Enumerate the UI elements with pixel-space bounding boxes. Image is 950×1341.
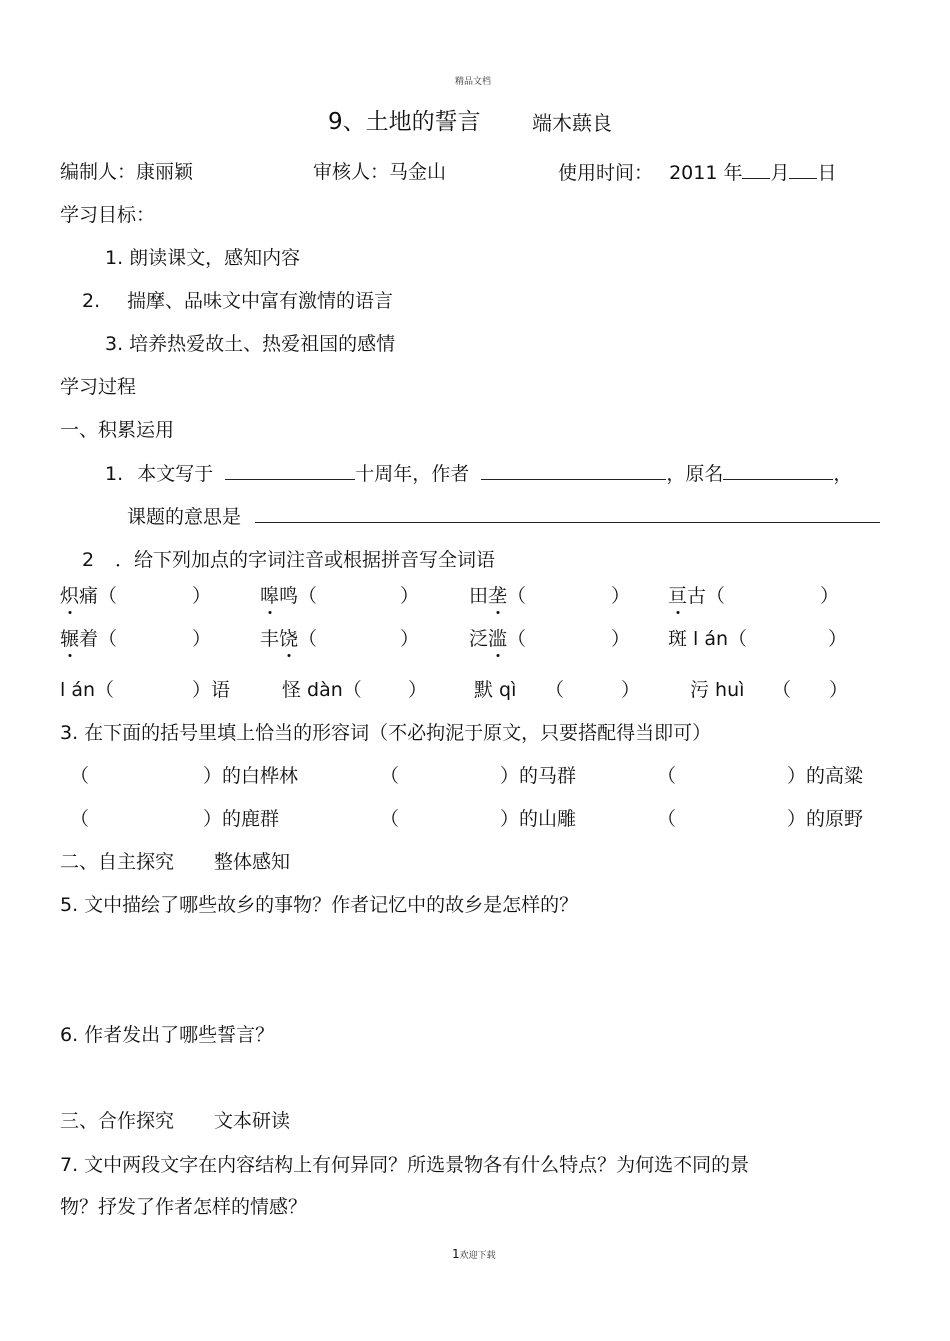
usage-time: [558, 160, 837, 185]
q2-item[interactable]: 炽痛（: [60, 585, 118, 607]
q3-open: （: [657, 765, 677, 787]
year: 2011 年: [669, 162, 743, 184]
editor: 编制人：康丽颖: [60, 161, 194, 183]
q3-open: （: [70, 765, 90, 787]
q2-close: ）: [611, 585, 631, 607]
q1-blank-year[interactable]: [225, 461, 355, 480]
q2-close: ）: [828, 628, 848, 650]
q2-item[interactable]: 亘古（: [668, 585, 726, 607]
q3-open: （: [657, 808, 677, 830]
q2-close: ）: [820, 585, 840, 607]
q2-close: ）: [400, 628, 420, 650]
q3-blank[interactable]: ）的白桦林: [203, 765, 299, 787]
q2-close: ）: [611, 628, 631, 650]
q3-open: （: [380, 765, 400, 787]
q1-blank-original-name[interactable]: [723, 461, 833, 480]
q2-item[interactable]: 嗥鸣（: [260, 585, 318, 607]
q2-close: ）语: [192, 679, 231, 701]
section2-heading: 二、自主探究: [60, 851, 175, 873]
header-tag: 精品文档: [455, 77, 492, 87]
q2-pinyin-item[interactable]: 污 huì: [690, 679, 745, 701]
dotted-char: 嗥: [260, 585, 280, 607]
q2-item[interactable]: 辗着（: [60, 628, 118, 650]
dotted-char: 亘: [668, 585, 688, 607]
section3-sub: 文本研读: [214, 1110, 291, 1132]
q1-blank-author[interactable]: [481, 461, 666, 480]
q2-num: 2: [82, 549, 95, 571]
q3-blank[interactable]: ）的马群: [500, 765, 577, 787]
reviewer: 审核人：马金山: [313, 161, 447, 183]
q1-text-e: 课题的意思是: [127, 506, 242, 528]
q7-line2: 物？抒发了作者怎样的情感？: [60, 1196, 308, 1218]
q6: 6. 作者发出了哪些誓言？: [60, 1024, 275, 1046]
dotted-char: 饶: [279, 628, 299, 650]
q2-close: ）: [408, 679, 428, 701]
q1-line2: [127, 504, 880, 529]
dotted-char: 辗: [60, 628, 80, 650]
page-number: 1: [452, 1247, 460, 1261]
footer-text: 欢迎下载: [459, 1251, 496, 1261]
q1-blank-meaning[interactable]: [255, 504, 880, 523]
q1-text-b: 十周年，作者: [355, 463, 470, 485]
q1-text-d: ，: [833, 463, 853, 485]
q5: 5. 文中描绘了哪些故乡的事物？作者记忆中的故乡是怎样的？: [60, 894, 579, 916]
section1-heading: 一、积累运用: [60, 419, 175, 441]
q1-text-a: 本文写于: [137, 463, 214, 485]
page-title: 9、土地的誓言: [328, 109, 481, 135]
author: 端木蕻良: [532, 111, 612, 135]
month: 月: [770, 162, 790, 184]
time-label: 使用时间：: [558, 162, 654, 184]
process-heading: 学习过程: [60, 376, 137, 398]
q2-pinyin-item[interactable]: 怪 dàn（: [282, 679, 362, 701]
goal-1: 1. 朗读课文，感知内容: [105, 247, 301, 269]
goal-2: 揣摩、品味文中富有激情的语言: [127, 290, 394, 312]
q3-blank[interactable]: ）的高粱: [787, 765, 864, 787]
section3-heading: 三、合作探究: [60, 1110, 175, 1132]
q3-open: （: [380, 808, 400, 830]
q1-line1: [105, 461, 852, 486]
day: 日: [817, 162, 837, 184]
q2-item[interactable]: 丰饶（: [260, 628, 318, 650]
q3-text: 3. 在下面的括号里填上恰当的形容词（不必拘泥于原文，只要搭配得当即可）: [60, 722, 712, 744]
q2-item[interactable]: 斑 l án（: [668, 628, 748, 650]
goal-2-num: 2.: [82, 290, 101, 312]
dotted-char: 炽: [60, 585, 80, 607]
q2-pinyin-item[interactable]: l án（: [60, 679, 115, 701]
q7-line1: 7. 文中两段文字在内容结构上有何异同？所选景物各有什么特点？为何选不同的景: [60, 1154, 750, 1176]
goals-heading: 学习目标：: [60, 204, 156, 226]
q2-paren: （ ）: [772, 679, 849, 701]
q3-open: （: [70, 808, 90, 830]
dotted-char: 垄: [488, 585, 508, 607]
goal-3: 3. 培养热爱故土、热爱祖国的感情: [105, 333, 396, 355]
q1-num: 1.: [105, 463, 124, 485]
footer: [452, 1243, 496, 1262]
section2-sub: 整体感知: [214, 851, 291, 873]
q3-blank[interactable]: ）的山雕: [500, 808, 577, 830]
dotted-char: 滥: [488, 628, 508, 650]
day-blank[interactable]: [789, 160, 817, 179]
q2-item[interactable]: 田垄（: [469, 585, 527, 607]
q2-item[interactable]: 泛滥（: [469, 628, 527, 650]
q3-blank[interactable]: ）的鹿群: [203, 808, 280, 830]
q2-close: ）: [192, 628, 212, 650]
q3-blank[interactable]: ）的原野: [787, 808, 864, 830]
q2-text: ．给下列加点的字词注音或根据拼音写全词语: [115, 549, 496, 571]
month-blank[interactable]: [742, 160, 770, 179]
q2-pinyin-item[interactable]: 默 qì: [474, 679, 517, 701]
q1-text-c: ，原名: [666, 463, 724, 485]
q2-close: ）: [400, 585, 420, 607]
q2-paren: （ ）: [545, 679, 641, 701]
q2-close: ）: [192, 585, 212, 607]
